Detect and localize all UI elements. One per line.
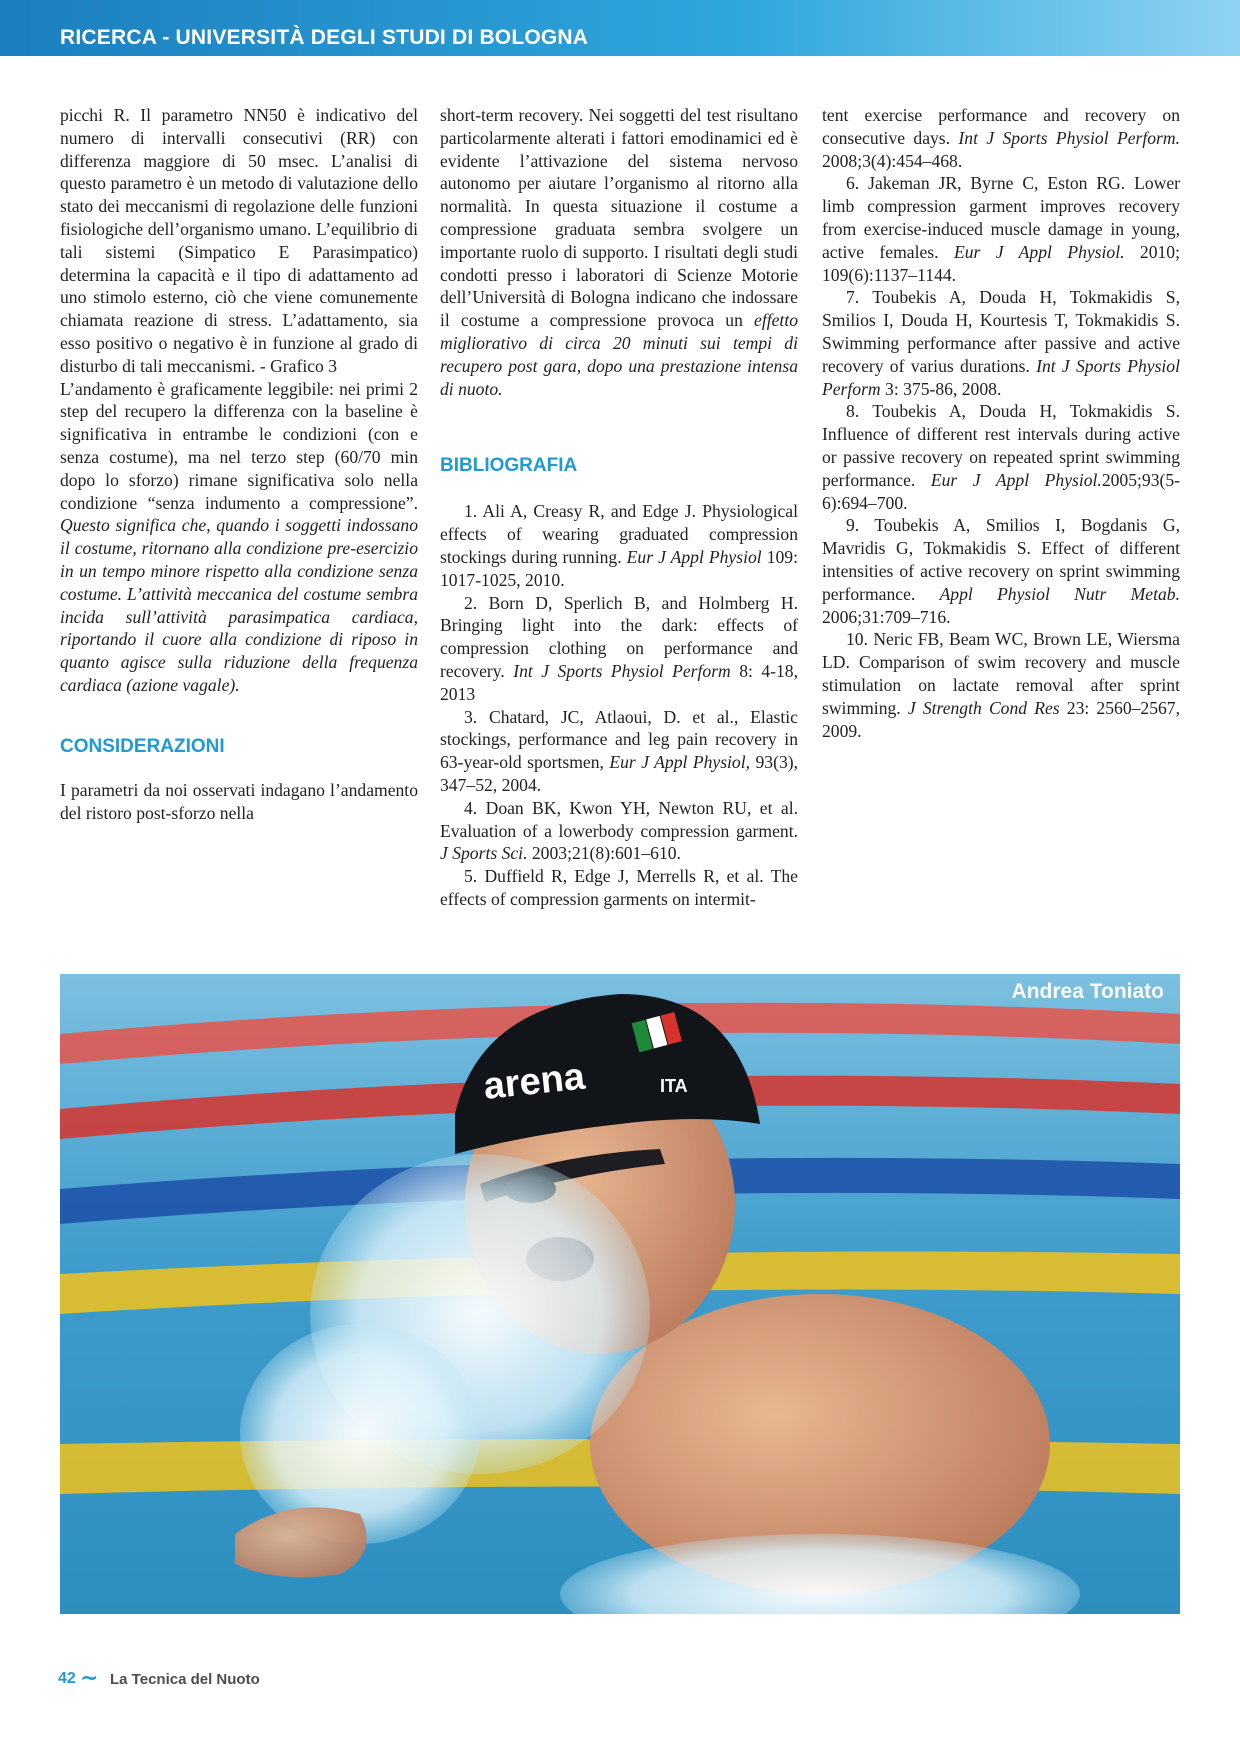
- section-header-title: RICERCA - UNIVERSITÀ DEGLI STUDI DI BOLOGNA: [60, 26, 589, 49]
- reference-text: 4. Doan BK, Kwon YH, Newton RU, et al. Evaluation of a lowerbody compression garment.: [440, 797, 798, 841]
- reference-item: [822, 628, 1180, 742]
- swimmer-photo: [60, 974, 1180, 1614]
- reference-text: 10. Neric FB, Beam WC, Brown LE, Wiersma LD. Comparison of swim recovery and muscle stimulation on lactate removal after sprint swimming.: [822, 629, 1180, 718]
- reference-text: 7. Toubekis A, Douda H, Tokmakidis S, Smilios I, Douda H, Kourtesis T, Tokmakidis S. Swimming performance after passive and active recovery of varius durations.: [822, 287, 1180, 376]
- reference-text: 8. Toubekis A, Douda H, Tokmakidis S. Influence of different rest intervals during active or passive recovery on repeated sprint swimming performance.: [822, 401, 1180, 490]
- reference-text: 9. Toubekis A, Smilios I, Bogdanis G, Mavridis G, Tokmakidis S. Effect of different intensities of active recovery on sprint swimming performance.: [822, 515, 1180, 604]
- body-paragraph: [60, 104, 418, 378]
- reference-item: [822, 514, 1180, 628]
- reference-tail: 2006;31:709–716.: [822, 606, 951, 627]
- reference-journal: Appl Physiol Nutr Metab.: [939, 583, 1180, 604]
- text-column-1: [60, 104, 418, 824]
- reference-text: tent exercise performance and recovery on consecutive days.: [822, 105, 1180, 148]
- body-paragraph: [60, 378, 418, 697]
- reference-journal: Eur J Appl Physiol.: [930, 469, 1102, 490]
- reference-item: [822, 400, 1180, 514]
- section-heading-considerazioni: CONSIDERAZIONI: [60, 735, 225, 757]
- reference-journal: Eur J Appl Physiol.: [953, 241, 1125, 262]
- reference-tail: 93(3), 347–52, 2004.: [440, 752, 798, 795]
- reference-journal: Eur J Appl Physiol: [626, 546, 762, 567]
- reference-text: 5. Duffield R, Edge J, Merrells R, et al. The effects of compression garments on intermit-: [440, 866, 798, 909]
- reference-text: 6. Jakeman JR, Byrne C, Eston RG. Lower limb compression garment improves recovery from exercise-induced muscle damage in young, active females.: [822, 173, 1180, 262]
- reference-tail: 109: 1017-1025, 2010.: [440, 546, 798, 590]
- text-column-2: [440, 104, 798, 911]
- paragraph-text: I parametri da noi osservati indagano l’andamento del ristoro post-sforzo nella: [60, 779, 418, 823]
- paragraph-text: picchi R. Il parametro NN50 è indicativo del numero di intervalli consecutivi (RR) con differenza maggiore di 50 msec. L’analisi di questo parametro è un metodo di valutazione dello stato dei meccanismi di regolazione delle funzioni fisiologiche dell’organismo umano. L’equilibrio di tali sistemi (Simpatico E Parasimpatico) determina la capacità e il tipo di adattamento ad uno stimolo esterno, ciò che viene comunemente chiamata reazione di stress. L’adattamento, sia esso positivo o negativo è in funzione al grado di disturbo di tali meccanismi. - Grafico 3: [60, 105, 418, 376]
- reference-item: [440, 500, 798, 591]
- reference-tail: 2005;93(5-6):694–700.: [822, 469, 1181, 513]
- reference-tail: 2008;3(4):454–468.: [822, 150, 963, 171]
- magazine-title: La Tecnica del Nuoto: [110, 1671, 260, 1688]
- paragraph-italic-text: Questo significa che, quando i soggetti indossano il costume, ritornano alla condizione pre-esercizio in un tempo minore rispetto alla condizione senza costume. L’attività meccanica del costume sembra incida sull’attività parasimpatica cardiaca, riportando il cuore alla condizione di riposo in quanto agisce sulla riduzione della frequenza cardiaca (azione vagale).: [60, 515, 418, 695]
- photo-credit: Andrea Toniato: [1011, 980, 1164, 1003]
- reference-item: [822, 172, 1180, 286]
- reference-item: [440, 865, 798, 911]
- reference-item: [822, 286, 1180, 400]
- reference-item: [822, 104, 1180, 172]
- paragraph-text: short-term recovery. Nei soggetti del test risultano particolarmente alterati i fattori emodinamici ed è evidente l’attivazione del sistema nervoso autonomo per aiutare l’organismo al ritorno alla normalità. In questa situazione il costume a compressione graduata sembra svolgere un importante ruolo di supporto. I risultati degli studi condotti presso i laboratori di Scienze Motorie dell’Università di Bologna indicano che indossare il costume a compressione provoca un: [440, 105, 798, 331]
- reference-tail: 2010; 109(6):1137–1144.: [822, 241, 1180, 285]
- reference-journal: Int J Sports Physiol Perform.: [958, 127, 1180, 148]
- page-number: 42: [58, 1670, 76, 1687]
- reference-tail: 23: 2560–2567, 2009.: [822, 697, 1181, 741]
- reference-tail: 3: 375-86, 2008.: [880, 378, 1002, 399]
- reference-journal: J Sports Sci.: [440, 843, 528, 864]
- section-heading-bibliografia: BIBLIOGRAFIA: [440, 455, 578, 477]
- reference-tail: 2003;21(8):601–610.: [527, 843, 681, 864]
- body-paragraph: [440, 104, 798, 400]
- footer-wave-icon: ~: [80, 1666, 99, 1691]
- paragraph-italic-text: effetto migliorativo di circa 20 minuti sui tempi di recupero post gara, dopo una prestazione intensa di nuoto.: [440, 310, 798, 399]
- reference-text: 1. Ali A, Creasy R, and Edge J. Physiological effects of wearing graduated compression stockings during running.: [440, 501, 798, 567]
- body-paragraph: [60, 779, 418, 825]
- reference-journal: Eur J Appl Physiol,: [609, 752, 751, 773]
- cap-country-text: ITA: [660, 1076, 688, 1096]
- cap-brand-text: arena: [481, 1055, 587, 1108]
- reference-text: 2. Born D, Sperlich B, and Holmberg H. Bringing light into the dark: effects of compression clothing on performance and recovery.: [440, 592, 798, 681]
- reference-item: [440, 797, 798, 865]
- reference-item: [440, 706, 798, 797]
- text-column-3: [822, 104, 1180, 742]
- reference-journal: Int J Sports Physiol Perform: [822, 355, 1180, 399]
- reference-journal: Int J Sports Physiol Perform: [513, 660, 731, 681]
- reference-journal: J Strength Cond Res: [907, 697, 1060, 718]
- reference-text: 3. Chatard, JC, Atlaoui, D. et al., Elastic stockings, performance and leg pain recovery in 63-year-old sportsmen,: [440, 706, 798, 773]
- reference-tail: 8: 4-18, 2013: [440, 660, 798, 704]
- reference-item: [440, 592, 798, 706]
- paragraph-text: L’andamento è graficamente leggibile: nei primi 2 step del recupero la differenza con la baseline è significativa in entrambe le condizioni (con e senza costume), ma nel terzo step (60/70 min dopo lo sforzo) rimane significativa solo nella condizione “senza indumento a compressione”.: [60, 378, 418, 513]
- swimmer-photo-illustration: [60, 974, 1180, 1614]
